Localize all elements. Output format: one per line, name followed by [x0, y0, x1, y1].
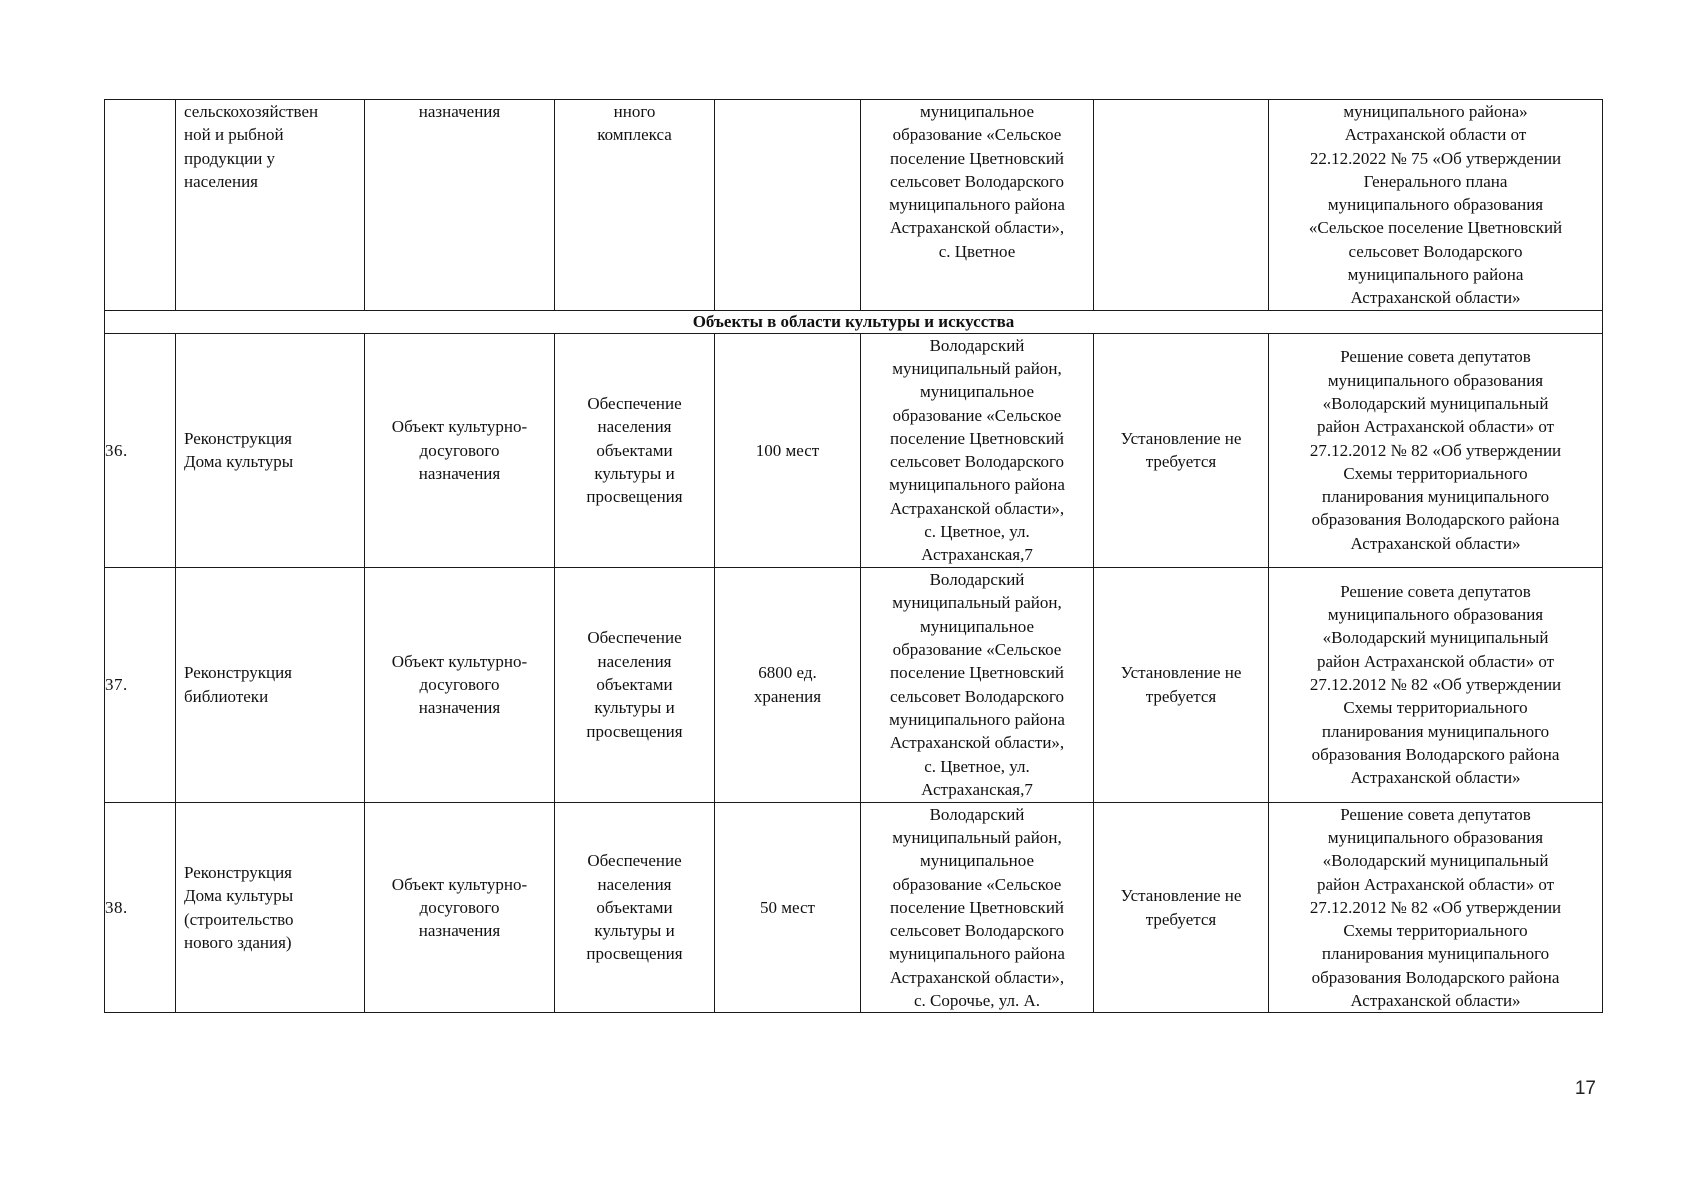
- cell-type: Объект культурно- досугового назначения: [365, 333, 555, 567]
- cell-document: Решение совета депутатов муниципального образования «Володарский муниципальный район Астраханской области» от 27.12.2012 № 82 «Об утверждении Схемы территориального планирования муниципального образования Володарского района Астраханской области»: [1269, 333, 1603, 567]
- cell-location: муниципальное образование «Сельское поселение Цветновский сельсовет Володарского муниципального района Астраханской области», с. Цветное: [861, 100, 1094, 311]
- cell-num: 38.: [105, 802, 176, 1013]
- table-row-continued: [105, 100, 1603, 311]
- cell-num: [105, 100, 176, 311]
- cell-zones: Установление не требуется: [1094, 333, 1269, 567]
- cell-purpose: нного комплекса: [555, 100, 715, 311]
- cell-capacity: 6800 ед. хранения: [715, 567, 861, 802]
- cell-type: Объект культурно- досугового назначения: [365, 802, 555, 1013]
- cell-zones: Установление не требуется: [1094, 802, 1269, 1013]
- cell-purpose: Обеспечение населения объектами культуры и просвещения: [555, 802, 715, 1013]
- cell-capacity: [715, 100, 861, 311]
- cell-capacity: 100 мест: [715, 333, 861, 567]
- cell-document: Решение совета депутатов муниципального образования «Володарский муниципальный район Астраханской области» от 27.12.2012 № 82 «Об утверждении Схемы территориального планирования муниципального образования Володарского района Астраханской области»: [1269, 802, 1603, 1013]
- table-row: [105, 802, 1603, 1013]
- cell-num: 36.: [105, 333, 176, 567]
- cell-type: Объект культурно- досугового назначения: [365, 567, 555, 802]
- cell-type: назначения: [365, 100, 555, 311]
- cell-zones: [1094, 100, 1269, 311]
- cell-name: сельскохозяйствен ной и рыбной продукции у населения: [176, 100, 365, 311]
- cell-purpose: Обеспечение населения объектами культуры и просвещения: [555, 333, 715, 567]
- table-row: [105, 567, 1603, 802]
- section-title: Объекты в области культуры и искусства: [105, 310, 1603, 333]
- page-number: 17: [1574, 1078, 1596, 1099]
- cell-capacity: 50 мест: [715, 802, 861, 1013]
- cell-zones: Установление не требуется: [1094, 567, 1269, 802]
- cell-location: Володарский муниципальный район, муниципальное образование «Сельское поселение Цветновский сельсовет Володарского муниципального района Астраханской области», с. Цветное, ул. Астраханская,7: [861, 567, 1094, 802]
- cell-location: Володарский муниципальный район, муниципальное образование «Сельское поселение Цветновский сельсовет Володарского муниципального района Астраханской области», с. Сорочье, ул. А.: [861, 802, 1094, 1013]
- cell-document: муниципального района» Астраханской области от 22.12.2022 № 75 «Об утверждении Генерального плана муниципального образования «Сельское поселение Цветновский сельсовет Володарского муниципального района Астраханской области»: [1269, 100, 1603, 311]
- cell-num: 37.: [105, 567, 176, 802]
- section-header-row: [105, 310, 1603, 333]
- objects-table: [104, 99, 1603, 1013]
- cell-name: Реконструкция библиотеки: [176, 567, 365, 802]
- cell-document: Решение совета депутатов муниципального образования «Володарский муниципальный район Астраханской области» от 27.12.2012 № 82 «Об утверждении Схемы территориального планирования муниципального образования Володарского района Астраханской области»: [1269, 567, 1603, 802]
- table-row: [105, 333, 1603, 567]
- cell-name: Реконструкция Дома культуры: [176, 333, 365, 567]
- cell-purpose: Обеспечение населения объектами культуры и просвещения: [555, 567, 715, 802]
- cell-name: Реконструкция Дома культуры (строительство нового здания): [176, 802, 365, 1013]
- cell-location: Володарский муниципальный район, муниципальное образование «Сельское поселение Цветновский сельсовет Володарского муниципального района Астраханской области», с. Цветное, ул. Астраханская,7: [861, 333, 1094, 567]
